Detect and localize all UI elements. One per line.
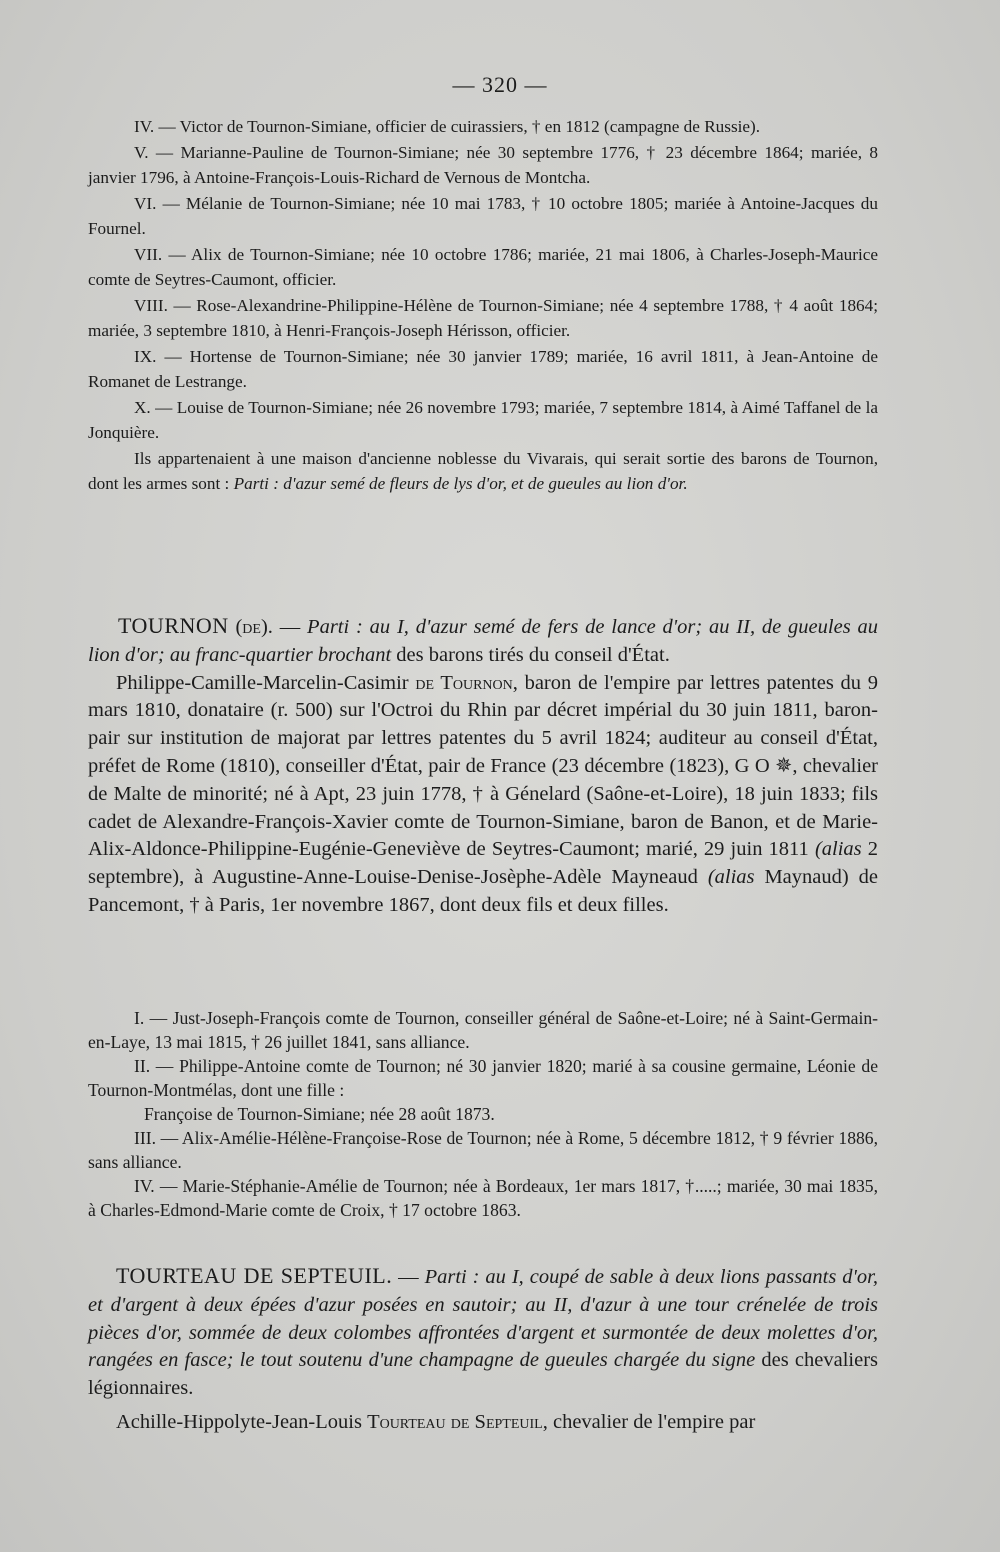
grandchild-item: Françoise de Tournon-Simiane; née 28 août 1873. <box>144 1104 495 1124</box>
biography <box>88 670 878 920</box>
origin-arms: Parti : d'azur semé de fleurs de lys d'or, et de gueules au lion d'or. <box>233 474 688 493</box>
entry-heading: TOURTEAU DE SEPTEUIL. <box>116 1263 393 1288</box>
dash: — <box>279 616 301 638</box>
bio-text: Maynaud) de Pancemont, † à Paris, 1er novembre 1867, dont deux fils et deux filles. <box>88 866 878 916</box>
entry-heading: TOURNON <box>118 613 229 638</box>
list-item: IV. — Marie-Stéphanie-Amélie de Tournon; née à Bordeaux, 1er mars 1817, †.....; mariée, 30 mai 1835, à Charles-Edmond-Marie comte de Croix, † 17 octobre 1863. <box>88 1176 878 1220</box>
bio-given-names: Achille-Hippolyte-Jean-Louis <box>116 1410 362 1433</box>
list-item: VI. — Mélanie de Tournon-Simiane; née 10 mai 1783, † 10 octobre 1805; mariée à Antoine-Jacques du Fournel. <box>88 193 878 238</box>
blazon-tail: des barons tirés du conseil d'État. <box>396 643 670 666</box>
list-item: VII. — Alix de Tournon-Simiane; née 10 octobre 1786; mariée, 21 mai 1806, à Charles-Joseph-Maurice comte de Seytres-Caumont, officier. <box>88 244 878 289</box>
tourteau-heading-paragraph <box>88 1262 878 1403</box>
page-number: — 320 — <box>452 72 548 97</box>
bio-text: , chevalier de l'empire par <box>542 1410 756 1433</box>
biography <box>88 1409 878 1437</box>
tourteau-entry <box>88 1262 878 1437</box>
origin-text: Ils appartenaient à une maison d'ancienne noblesse du Vivarais, qui serait sortie des barons de Tournon, dont les armes sont : <box>88 448 878 493</box>
bio-text: 2 septembre), à Augustine-Anne-Louise-Denise-Josèphe-Adèle Mayneaud <box>88 838 879 889</box>
bio-given-names: Philippe-Camille-Marcelin-Casimir <box>116 671 409 694</box>
blazon-tail: des chevaliers légionnaires. <box>88 1349 878 1400</box>
tournon-children <box>88 1006 878 1222</box>
list-item: V. — Marianne-Pauline de Tournon-Simiane; née 30 septembre 1776, † 23 décembre 1864; mariée, 8 janvier 1796, à Antoine-François-Louis-Richard de Vernous de Montcha. <box>88 142 878 187</box>
bio-text: , baron de l'empire par lettres patentes du 9 mars 1810, donataire (r. 500) sur l'Octroi du Rhin par décret impérial du 30 juin 1811, baron-pair sur institution de majorat par lettres patentes du 5 avril 1824; auditeur au conseil d'État, préfet de Rome (1810), conseiller d'État, pair de France (23 décembre (1823), G O ✵, chevalier de Malte de minorité; né à Apt, 23 juin 1778, † à Génelard (Saône-et-Loire), 18 juin 1833; fils cadet de Alexandre-François-Xavier comte de Tournon-Simiane, baron de Banon, et de Marie-Alix-Aldonce-Philippine-Eugénie-Geneviève de Seytres-Caumont; marié, 29 juin 1811 <box>88 671 878 861</box>
bio-alias: (alias <box>814 838 862 861</box>
blazon: Parti : au I, d'azur semé de fers de lance d'or; au II, de gueules au lion d'or; au franc-quartier brochant <box>88 616 878 666</box>
list-item: III. — Alix-Amélie-Hélène-Françoise-Rose de Tournon; née à Rome, 5 décembre 1812, † 9 février 1886, sans alliance. <box>88 1128 878 1172</box>
blazon: Parti : au I, coupé de sable à deux lions passants d'or, et d'argent à deux épées d'azur posées en sautoir; au II, d'azur à une tour crénelée de trois pièces d'or, sommée de deux colombes affrontées d'argent et surmontée de deux molettes d'or, rangées en fasce; le tout soutenu d'une champagne de gueules chargée du signe <box>88 1266 878 1372</box>
list-item: IV. — Victor de Tournon-Simiane, officier de cuirassiers, † en 1812 (campagne de Russie). <box>134 117 761 136</box>
list-item: I. — Just-Joseph-François comte de Tournon, conseiller général de Saône-et-Loire; né à Saint-Germain-en-Laye, 13 mai 1815, † 26 juillet 1841, sans alliance. <box>88 1008 878 1052</box>
list-item: IX. — Hortense de Tournon-Simiane; née 30 janvier 1789; mariée, 16 avril 1811, à Jean-Antoine de Romanet de Lestrange. <box>88 346 878 391</box>
list-item: II. — Philippe-Antoine comte de Tournon; né 30 janvier 1820; marié à sa cousine germaine, Léonie de Tournon-Montmélas, dont une fille : <box>88 1056 878 1100</box>
bio-alias: (alias <box>707 866 755 889</box>
list-item: VIII. — Rose-Alexandrine-Philippine-Hélène de Tournon-Simiane; née 4 septembre 1788, † 4 août 1864; mariée, 3 septembre 1810, à Henri-François-Joseph Hérisson, officier. <box>88 295 878 340</box>
bio-surname: de Tournon <box>415 671 513 694</box>
entry-particle: (de). <box>235 616 273 638</box>
tournon-entry <box>88 612 878 920</box>
tournon-heading-paragraph <box>88 612 878 670</box>
children-list-tournon-simiane <box>88 114 878 497</box>
bio-surname: Tourteau de Septeuil <box>367 1410 543 1433</box>
origin-note <box>88 446 878 497</box>
list-item: X. — Louise de Tournon-Simiane; née 26 novembre 1793; mariée, 7 septembre 1814, à Aimé Taffanel de la Jonquière. <box>88 397 878 442</box>
dash: — <box>398 1266 419 1288</box>
